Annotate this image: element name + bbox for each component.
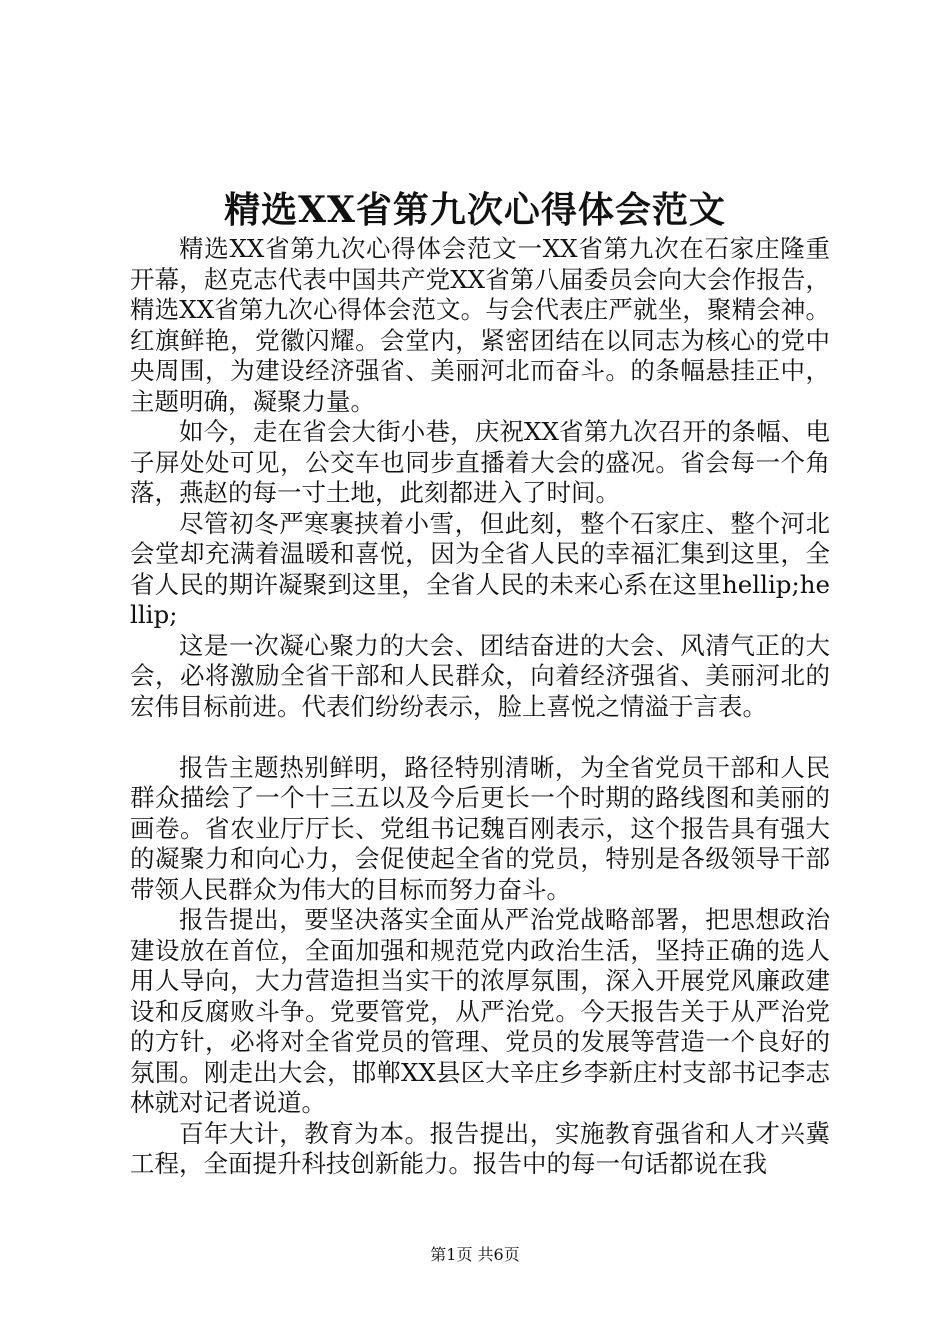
paragraph-spacer	[130, 722, 830, 753]
document-title: 精选XX省第九次心得体会范文	[224, 189, 726, 231]
paragraph-5: 报告主题热别鲜明，路径特别清晰，为全省党员干部和人民群众描绘了一个十三五以及今后更长一个时期的路线图和美丽的画卷。省农业厅厅长、党组书记魏百刚表示，这个报告具有强大的凝聚力和向心力，会促使起全省的党员，特别是各级领导干部带领人民群众为伟大的目标而努力奋斗。	[130, 752, 830, 904]
paragraph-1: 精选XX省第九次心得体会范文一XX省第九次在石家庄隆重开幕，赵克志代表中国共产党XX省第八届委员会向大会作报告，精选XX省第九次心得体会范文。与会代表庄严就坐，聚精会神。红旗鲜艳，党徽闪耀。会堂内，紧密团结在以同志为核心的党中央周围，为建设经济强省、美丽河北而奋斗。的条幅悬挂正中，主题明确，凝聚力量。	[130, 234, 830, 416]
paragraph-7: 百年大计，教育为本。报告提出，实施教育强省和人才兴冀工程，全面提升科技创新能力。报告中的每一句话都说在我	[130, 1118, 830, 1178]
document-body	[130, 234, 830, 1180]
page-footer: 第1页 共6页	[430, 1245, 520, 1264]
paragraph-4: 这是一次凝心聚力的大会、团结奋进的大会、风清气正的大会，必将激励全省干部和人民群众，向着经济强省、美丽河北的宏伟目标前进。代表们纷纷表示，脸上喜悦之情溢于言表。	[130, 630, 830, 721]
paragraph-2: 如今，走在省会大街小巷，庆祝XX省第九次召开的条幅、电子屏处处可见，公交车也同步直播着大会的盛况。省会每一个角落，燕赵的每一寸土地，此刻都进入了时间。	[130, 417, 830, 507]
paragraph-6: 报告提出，要坚决落实全面从严治党战略部署，把思想政治建设放在首位，全面加强和规范党内政治生活，坚持正确的选人用人导向，大力营造担当实干的浓厚氛围，深入开展党风廉政建设和反腐败斗争。党要管党，从严治党。今天报告关于从严治党的方针，必将对全省党员的管理、党员的发展等营造一个良好的氛围。刚走出大会，邯郸XX县区大辛庄乡李新庄村支部书记李志林就对记者说道。	[130, 905, 830, 1117]
paragraph-3: 尽管初冬严寒裹挟着小雪，但此刻，整个石家庄、整个河北会堂却充满着温暖和喜悦，因为全省人民的幸福汇集到这里，全省人民的期许凝聚到这里，全省人民的未来心系在这里hellip;hellip;	[130, 508, 830, 629]
